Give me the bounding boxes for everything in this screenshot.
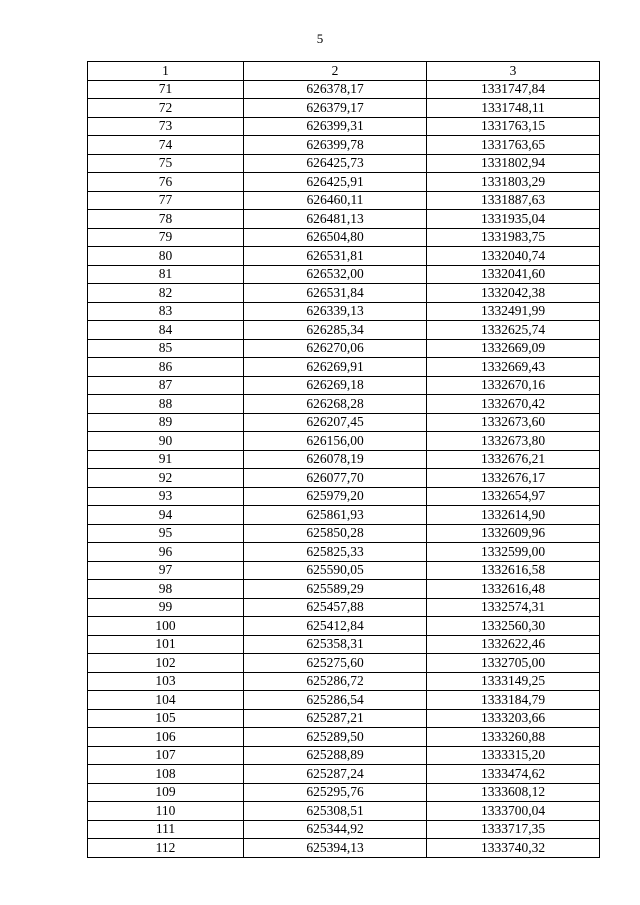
point-number-cell: 74 (88, 136, 244, 155)
x-coordinate-cell: 625850,28 (244, 524, 427, 543)
point-number-cell: 109 (88, 783, 244, 802)
point-number-cell: 86 (88, 358, 244, 377)
point-number-cell: 72 (88, 99, 244, 118)
point-number-cell: 77 (88, 191, 244, 210)
y-coordinate-cell: 1332042,38 (427, 284, 600, 303)
table-row (88, 783, 600, 802)
point-number-cell: 111 (88, 820, 244, 839)
y-coordinate-cell: 1332654,97 (427, 487, 600, 506)
table-row (88, 580, 600, 599)
point-number-cell: 107 (88, 746, 244, 765)
table-row (88, 80, 600, 99)
point-number-cell: 108 (88, 765, 244, 784)
table-row (88, 617, 600, 636)
y-coordinate-cell: 1331802,94 (427, 154, 600, 173)
table-row (88, 469, 600, 488)
x-coordinate-cell: 626268,28 (244, 395, 427, 414)
y-coordinate-cell: 1332614,90 (427, 506, 600, 525)
x-coordinate-cell: 626531,81 (244, 247, 427, 266)
point-number-cell: 79 (88, 228, 244, 247)
point-number-cell: 73 (88, 117, 244, 136)
x-coordinate-cell: 626481,13 (244, 210, 427, 229)
point-number-cell: 98 (88, 580, 244, 599)
table-header-row (88, 62, 600, 81)
y-coordinate-cell: 1332670,16 (427, 376, 600, 395)
y-coordinate-cell: 1332609,96 (427, 524, 600, 543)
y-coordinate-cell: 1333315,20 (427, 746, 600, 765)
point-number-cell: 102 (88, 654, 244, 673)
table-row (88, 284, 600, 303)
y-coordinate-cell: 1331935,04 (427, 210, 600, 229)
point-number-cell: 95 (88, 524, 244, 543)
y-coordinate-cell: 1332673,80 (427, 432, 600, 451)
point-number-cell: 112 (88, 839, 244, 858)
table-row (88, 561, 600, 580)
table-row (88, 487, 600, 506)
table-row (88, 99, 600, 118)
x-coordinate-cell: 625286,72 (244, 672, 427, 691)
y-coordinate-cell: 1332670,42 (427, 395, 600, 414)
point-number-cell: 103 (88, 672, 244, 691)
y-coordinate-cell: 1333474,62 (427, 765, 600, 784)
table-row (88, 191, 600, 210)
table-row (88, 432, 600, 451)
x-coordinate-cell: 625287,24 (244, 765, 427, 784)
y-coordinate-cell: 1332040,74 (427, 247, 600, 266)
point-number-cell: 90 (88, 432, 244, 451)
y-coordinate-cell: 1332041,60 (427, 265, 600, 284)
point-number-cell: 85 (88, 339, 244, 358)
table-row (88, 302, 600, 321)
x-coordinate-cell: 625288,89 (244, 746, 427, 765)
table-row (88, 635, 600, 654)
x-coordinate-cell: 626156,00 (244, 432, 427, 451)
x-coordinate-cell: 625344,92 (244, 820, 427, 839)
point-number-cell: 88 (88, 395, 244, 414)
table-row (88, 173, 600, 192)
table-row (88, 154, 600, 173)
x-coordinate-cell: 626269,18 (244, 376, 427, 395)
point-number-cell: 100 (88, 617, 244, 636)
x-coordinate-cell: 626460,11 (244, 191, 427, 210)
table-row (88, 358, 600, 377)
coordinates-table (87, 61, 600, 858)
y-coordinate-cell: 1332676,21 (427, 450, 600, 469)
x-coordinate-cell: 625286,54 (244, 691, 427, 710)
point-number-cell: 76 (88, 173, 244, 192)
y-coordinate-cell: 1332625,74 (427, 321, 600, 340)
y-coordinate-cell: 1332616,48 (427, 580, 600, 599)
y-coordinate-cell: 1332599,00 (427, 543, 600, 562)
table-row (88, 117, 600, 136)
point-number-cell: 106 (88, 728, 244, 747)
table-row (88, 691, 600, 710)
point-number-cell: 99 (88, 598, 244, 617)
x-coordinate-cell: 625275,60 (244, 654, 427, 673)
x-coordinate-cell: 625287,21 (244, 709, 427, 728)
table-row (88, 765, 600, 784)
x-coordinate-cell: 626531,84 (244, 284, 427, 303)
point-number-cell: 82 (88, 284, 244, 303)
point-number-cell: 101 (88, 635, 244, 654)
table-row (88, 321, 600, 340)
x-coordinate-cell: 625358,31 (244, 635, 427, 654)
point-number-cell: 93 (88, 487, 244, 506)
point-number-cell: 87 (88, 376, 244, 395)
point-number-cell: 91 (88, 450, 244, 469)
y-coordinate-cell: 1331803,29 (427, 173, 600, 192)
point-number-cell: 83 (88, 302, 244, 321)
table-row (88, 543, 600, 562)
table-row (88, 728, 600, 747)
table-row (88, 395, 600, 414)
table-row (88, 839, 600, 858)
table-row (88, 802, 600, 821)
y-coordinate-cell: 1333700,04 (427, 802, 600, 821)
column-header-2: 2 (244, 62, 427, 81)
x-coordinate-cell: 626399,31 (244, 117, 427, 136)
x-coordinate-cell: 625825,33 (244, 543, 427, 562)
y-coordinate-cell: 1332616,58 (427, 561, 600, 580)
table-row (88, 413, 600, 432)
table-row (88, 709, 600, 728)
y-coordinate-cell: 1331763,15 (427, 117, 600, 136)
x-coordinate-cell: 626269,91 (244, 358, 427, 377)
x-coordinate-cell: 626285,34 (244, 321, 427, 340)
x-coordinate-cell: 626078,19 (244, 450, 427, 469)
column-header-3: 3 (427, 62, 600, 81)
table-row (88, 672, 600, 691)
point-number-cell: 97 (88, 561, 244, 580)
point-number-cell: 80 (88, 247, 244, 266)
y-coordinate-cell: 1333717,35 (427, 820, 600, 839)
y-coordinate-cell: 1331748,11 (427, 99, 600, 118)
point-number-cell: 94 (88, 506, 244, 525)
table-row (88, 746, 600, 765)
point-number-cell: 81 (88, 265, 244, 284)
x-coordinate-cell: 626532,00 (244, 265, 427, 284)
x-coordinate-cell: 626339,13 (244, 302, 427, 321)
x-coordinate-cell: 625394,13 (244, 839, 427, 858)
table-row (88, 339, 600, 358)
y-coordinate-cell: 1333149,25 (427, 672, 600, 691)
y-coordinate-cell: 1333260,88 (427, 728, 600, 747)
y-coordinate-cell: 1333184,79 (427, 691, 600, 710)
y-coordinate-cell: 1332622,46 (427, 635, 600, 654)
y-coordinate-cell: 1332491,99 (427, 302, 600, 321)
table-row (88, 376, 600, 395)
y-coordinate-cell: 1332705,00 (427, 654, 600, 673)
table-row (88, 265, 600, 284)
y-coordinate-cell: 1333740,32 (427, 839, 600, 858)
point-number-cell: 110 (88, 802, 244, 821)
y-coordinate-cell: 1332669,43 (427, 358, 600, 377)
x-coordinate-cell: 626425,91 (244, 173, 427, 192)
y-coordinate-cell: 1332673,60 (427, 413, 600, 432)
x-coordinate-cell: 626399,78 (244, 136, 427, 155)
point-number-cell: 78 (88, 210, 244, 229)
y-coordinate-cell: 1332669,09 (427, 339, 600, 358)
table-body (88, 80, 600, 857)
x-coordinate-cell: 626270,06 (244, 339, 427, 358)
x-coordinate-cell: 625979,20 (244, 487, 427, 506)
table-row (88, 506, 600, 525)
table-row (88, 524, 600, 543)
y-coordinate-cell: 1331747,84 (427, 80, 600, 99)
x-coordinate-cell: 625295,76 (244, 783, 427, 802)
y-coordinate-cell: 1331983,75 (427, 228, 600, 247)
x-coordinate-cell: 625861,93 (244, 506, 427, 525)
table-row (88, 450, 600, 469)
x-coordinate-cell: 626378,17 (244, 80, 427, 99)
x-coordinate-cell: 626504,80 (244, 228, 427, 247)
x-coordinate-cell: 625308,51 (244, 802, 427, 821)
x-coordinate-cell: 625589,29 (244, 580, 427, 599)
x-coordinate-cell: 626077,70 (244, 469, 427, 488)
x-coordinate-cell: 625457,88 (244, 598, 427, 617)
y-coordinate-cell: 1333608,12 (427, 783, 600, 802)
x-coordinate-cell: 625412,84 (244, 617, 427, 636)
table-row (88, 820, 600, 839)
point-number-cell: 75 (88, 154, 244, 173)
x-coordinate-cell: 626207,45 (244, 413, 427, 432)
point-number-cell: 92 (88, 469, 244, 488)
y-coordinate-cell: 1332574,31 (427, 598, 600, 617)
point-number-cell: 104 (88, 691, 244, 710)
table-row (88, 654, 600, 673)
table-row (88, 598, 600, 617)
table-row (88, 136, 600, 155)
table-row (88, 247, 600, 266)
point-number-cell: 96 (88, 543, 244, 562)
y-coordinate-cell: 1331763,65 (427, 136, 600, 155)
x-coordinate-cell: 625289,50 (244, 728, 427, 747)
x-coordinate-cell: 625590,05 (244, 561, 427, 580)
point-number-cell: 71 (88, 80, 244, 99)
y-coordinate-cell: 1333203,66 (427, 709, 600, 728)
page-number: 5 (316, 31, 324, 46)
point-number-cell: 84 (88, 321, 244, 340)
y-coordinate-cell: 1331887,63 (427, 191, 600, 210)
y-coordinate-cell: 1332676,17 (427, 469, 600, 488)
point-number-cell: 89 (88, 413, 244, 432)
y-coordinate-cell: 1332560,30 (427, 617, 600, 636)
point-number-cell: 105 (88, 709, 244, 728)
table-row (88, 210, 600, 229)
column-header-1: 1 (88, 62, 244, 81)
x-coordinate-cell: 626379,17 (244, 99, 427, 118)
table-row (88, 228, 600, 247)
x-coordinate-cell: 626425,73 (244, 154, 427, 173)
